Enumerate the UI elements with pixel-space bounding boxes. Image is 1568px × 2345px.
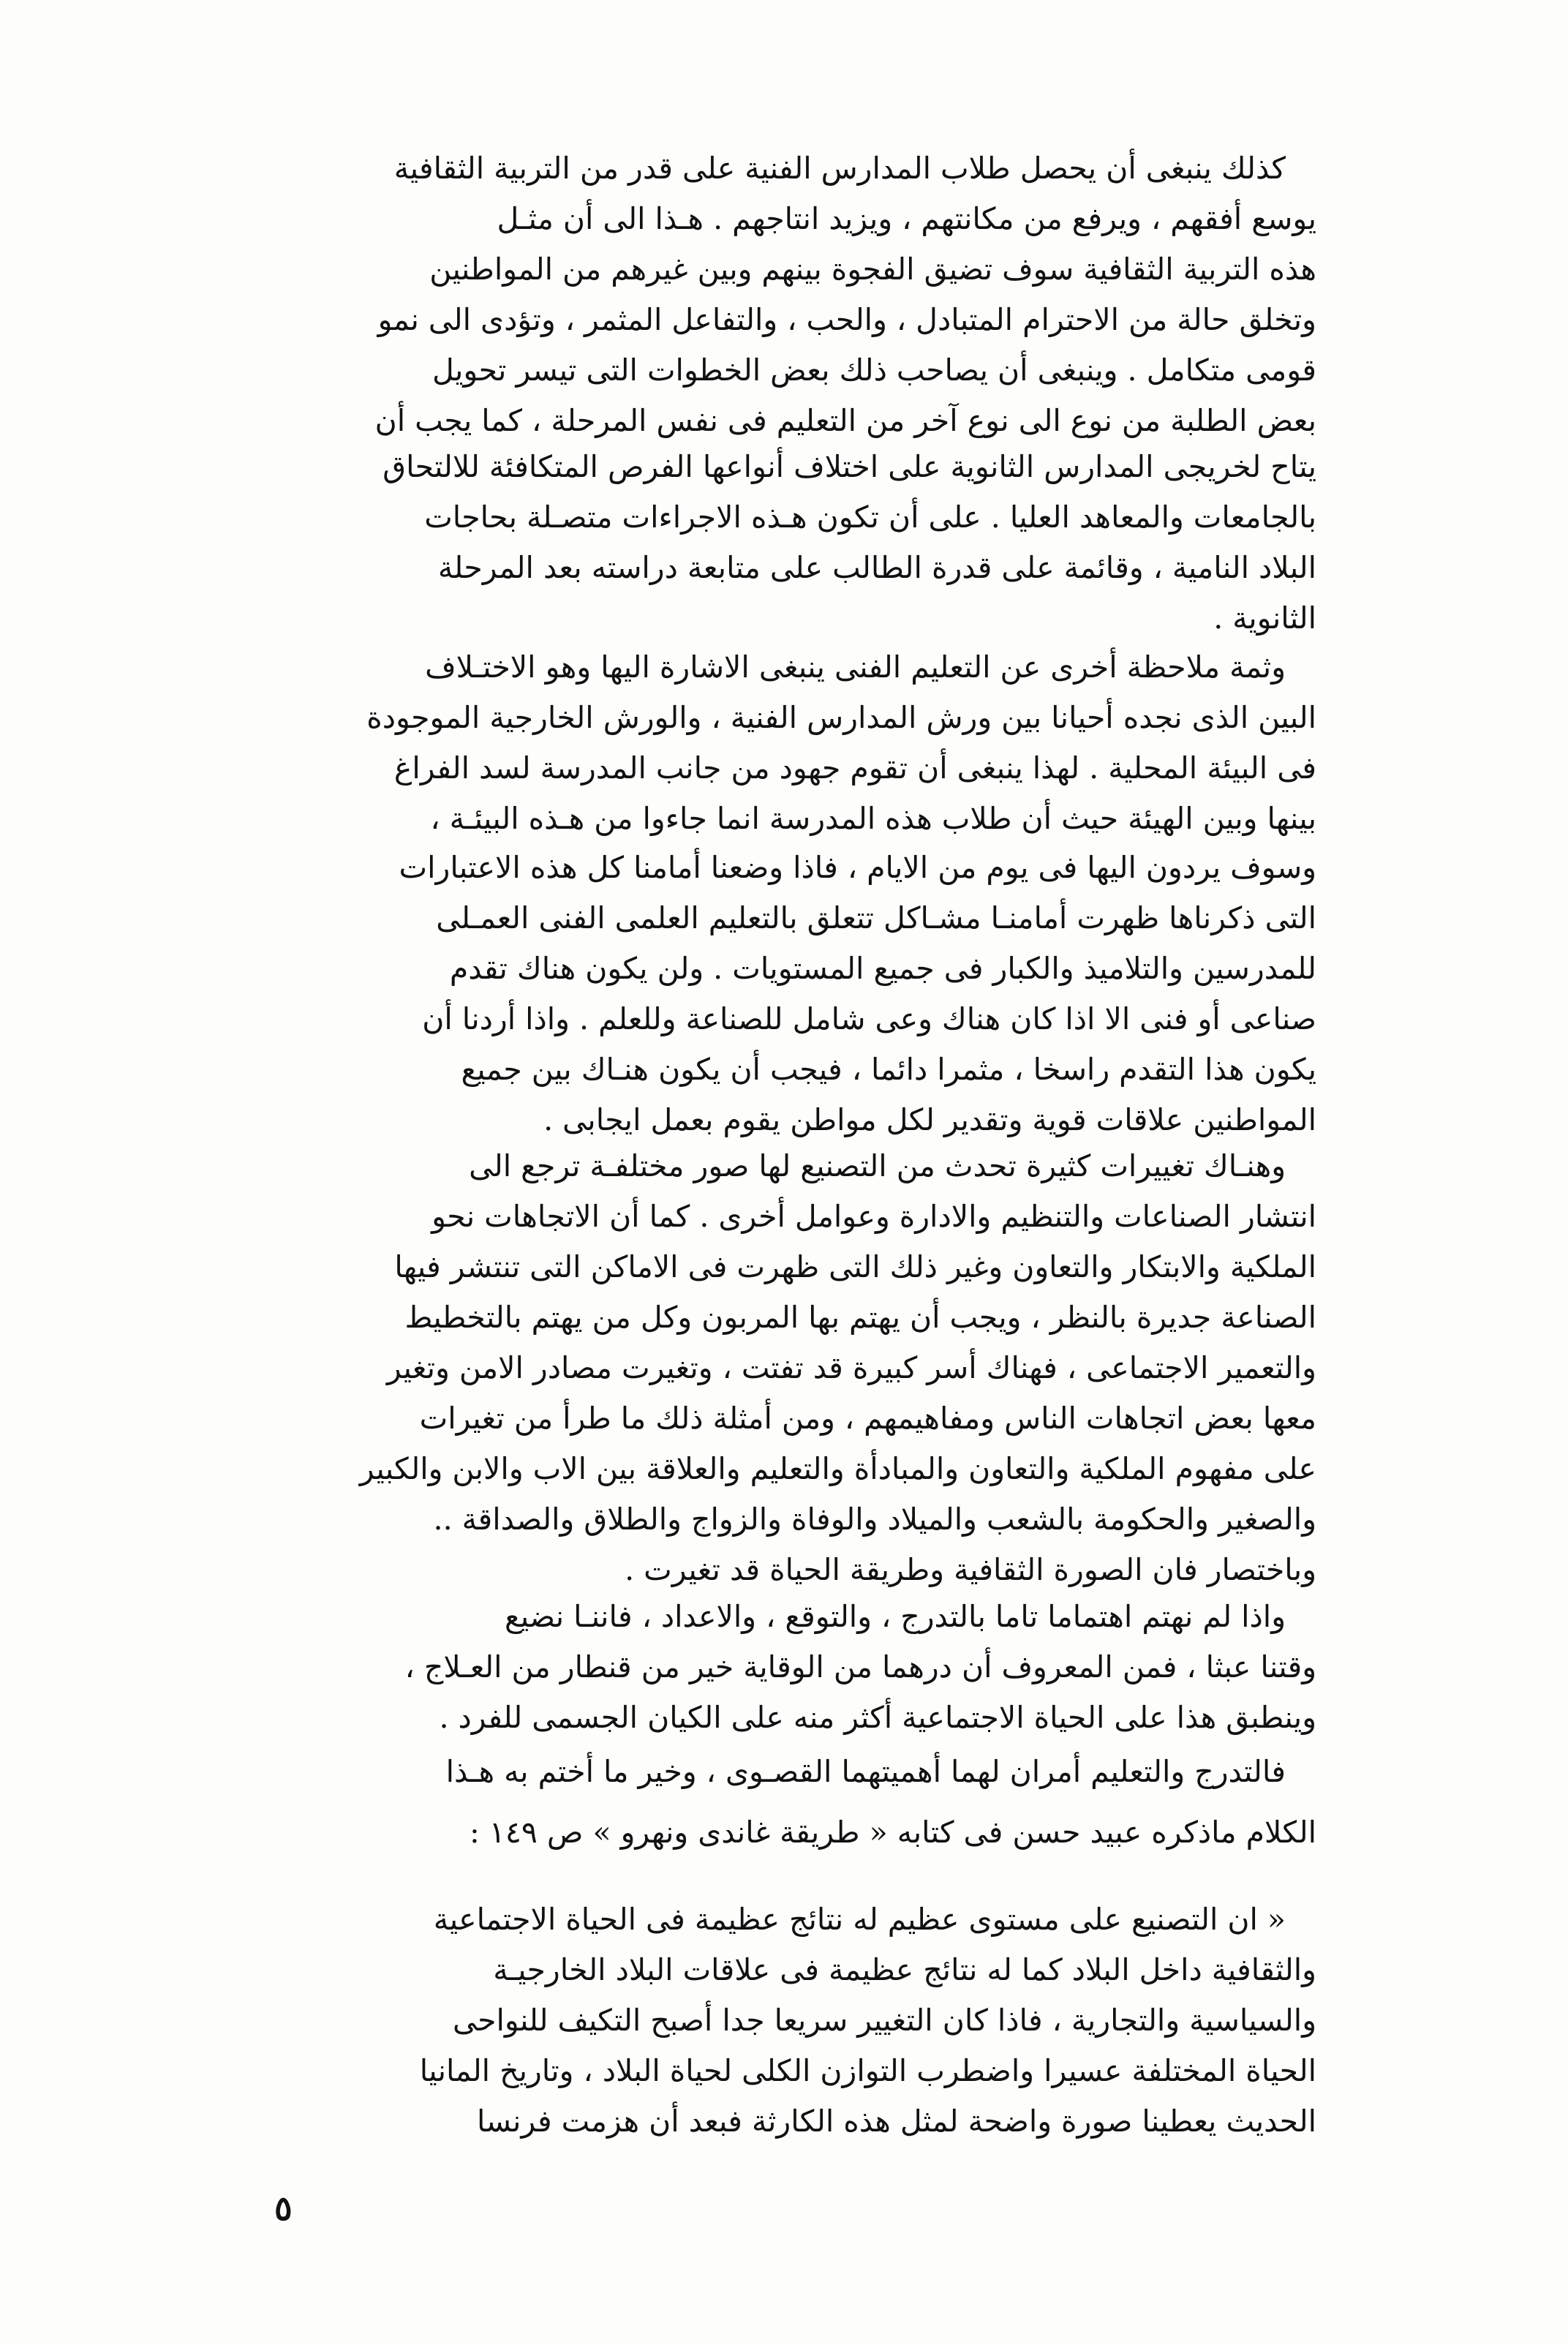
text-line: يتاح لخريجى المدارس الثانوية على اختلاف أنواعها الفرص المتكافئة للالتحاق: [382, 449, 1316, 484]
paragraph-2: [241, 442, 1316, 644]
text-line: الكلام ماذكره عبيد حسن فى كتابه « طريقة غاندى ونهرو » ص ١٤٩ :: [469, 1815, 1316, 1850]
paragraph-5: [241, 1141, 1316, 1595]
text-line: والصغير والحكومة بالشعب والميلاد والوفاة والزواج والطلاق والصداقة ..: [433, 1502, 1316, 1537]
text-line: يكون هذا التقدم راسخا ، مثمرا دائما ، فيجب أن يكون هنـاك بين جميع: [461, 1052, 1316, 1087]
text-line: معها بعض اتجاهات الناس ومفاهيمهم ، ومن أمثلة ذلك ما طرأ من تغيرات: [419, 1401, 1316, 1436]
text-line: البلاد النامية ، وقائمة على قدرة الطالب على متابعة دراسته بعد المرحلة: [437, 550, 1316, 585]
text-line: والثقافية داخل البلاد كما له نتائج عظيمة فى علاقات البلاد الخارجيـة: [493, 1952, 1316, 1987]
page-number: ٥: [274, 2188, 293, 2228]
paragraph-4: [241, 843, 1316, 1145]
text-line: الثانوية .: [1213, 601, 1316, 636]
text-line: الحديث يعطينا صورة واضحة لمثل هذه الكارثة فبعد أن هزمت فرنسا: [476, 2104, 1316, 2139]
text-line: الملكية والابتكار والتعاون وغير ذلك التى ظهرت فى الاماكن التى تنتشر فيها: [394, 1249, 1316, 1284]
text-line: قومى متكامل . وينبغى أن يصاحب ذلك بعض الخطوات التى تيسر تحويل: [431, 353, 1316, 388]
text-line: وسوف يردون اليها فى يوم من الايام ، فاذا وضعنا أمامنا كل هذه الاعتبارات: [399, 850, 1316, 885]
text-line: وتخلق حالة من الاحترام المتبادل ، والحب ، والتفاعل المثمر ، وتؤدى الى نمو: [377, 302, 1316, 337]
text-line: وهنـاك تغييرات كثيرة تحدث من التصنيع لها صور مختلفـة ترجع الى: [469, 1148, 1286, 1183]
paragraph-3: [241, 642, 1316, 844]
text-line: الحياة المختلفة عسيرا واضطرب التوازن الكلى لحياة البلاد ، وتاريخ المانيا: [419, 2053, 1316, 2088]
text-line: واذا لم نهتم اهتماما تاما بالتدرج ، والتوقع ، والاعداد ، فاننـا نضيع: [504, 1599, 1286, 1634]
text-line: التى ذكرناها ظهرت أمامنـا مشـاكل تتعلق بالتعليم العلمى الفنى العمـلى: [436, 900, 1316, 936]
text-line: بينها وبين الهيئة حيث أن طلاب هذه المدرسة انما جاءوا من هـذه البيئـة ،: [430, 801, 1316, 836]
text-line: وباختصار فان الصورة الثقافية وطريقة الحياة قد تغيرت .: [625, 1552, 1316, 1587]
quotation-paragraph: [241, 1894, 1316, 2147]
text-line: بالجامعات والمعاهد العليا . على أن تكون هـذه الاجراءات متصـلة بحاجات: [424, 500, 1316, 535]
paragraph-7: [241, 1747, 1316, 1858]
text-line: وينطبق هذا على الحياة الاجتماعية أكثر منه على الكيان الجسمى للفرد .: [439, 1700, 1316, 1735]
text-line: بعض الطلبة من نوع الى نوع آخر من التعليم فى نفس المرحلة ، كما يجب أن: [374, 403, 1316, 438]
text-line: كذلك ينبغى أن يحصل طلاب المدارس الفنية على قدر من التربية الثقافية: [393, 151, 1286, 186]
text-line: صناعى أو فنى الا اذا كان هناك وعى شامل للصناعة وللعلم . واذا أردنا أن: [422, 1001, 1316, 1036]
text-line: البين الذى نجده أحيانا بين ورش المدارس الفنية ، والورش الخارجية الموجودة: [366, 700, 1316, 735]
text-line: والسياسية والتجارية ، فاذا كان التغيير سريعا جدا أصبح التكيف للنواحى: [452, 2003, 1316, 2038]
text-line: وثمة ملاحظة أخرى عن التعليم الفنى ينبغى الاشارة اليها وهو الاختـلاف: [425, 650, 1286, 685]
text-line: للمدرسين والتلاميذ والكبار فى جميع المستويات . ولن يكون هناك تقدم: [449, 951, 1316, 986]
text-line: المواطنين علاقات قوية وتقدير لكل مواطن يقوم بعمل ايجابى .: [543, 1102, 1316, 1137]
text-line: فى البيئة المحلية . لهذا ينبغى أن تقوم جهود من جانب المدرسة لسد الفراغ: [393, 750, 1316, 786]
text-line: والتعمير الاجتماعى ، فهناك أسر كبيرة قد تفتت ، وتغيرت مصادر الامن وتغير: [386, 1350, 1316, 1385]
text-line: وقتنا عبثا ، فمن المعروف أن درهما من الوقاية خير من قنطار من العـلاج ،: [404, 1649, 1316, 1685]
text-line: « ان التصنيع على مستوى عظيم له نتائج عظيمة فى الحياة الاجتماعية: [433, 1902, 1286, 1937]
text-line: يوسع أفقهم ، ويرفع من مكانتهم ، ويزيد انتاجهم . هـذا الى أن مثـل: [497, 201, 1316, 236]
text-line: فالتدرج والتعليم أمران لهما أهميتهما القصـوى ، وخير ما أختم به هـذا: [445, 1754, 1286, 1789]
text-line: على مفهوم الملكية والتعاون والمبادأة والتعليم والعلاقة بين الاب والابن والكبير: [359, 1451, 1316, 1486]
text-line: انتشار الصناعات والتنظيم والادارة وعوامل أخرى . كما أن الاتجاهات نحو: [431, 1199, 1316, 1234]
text-line: هذه التربية الثقافية سوف تضيق الفجوة بينهم وبين غيرهم من المواطنين: [429, 252, 1316, 287]
text-line: الصناعة جديرة بالنظر ، ويجب أن يهتم بها المربون وكل من يهتم بالتخطيط: [404, 1300, 1316, 1335]
paragraph-6: [241, 1592, 1316, 1743]
paragraph-1: [241, 143, 1316, 446]
